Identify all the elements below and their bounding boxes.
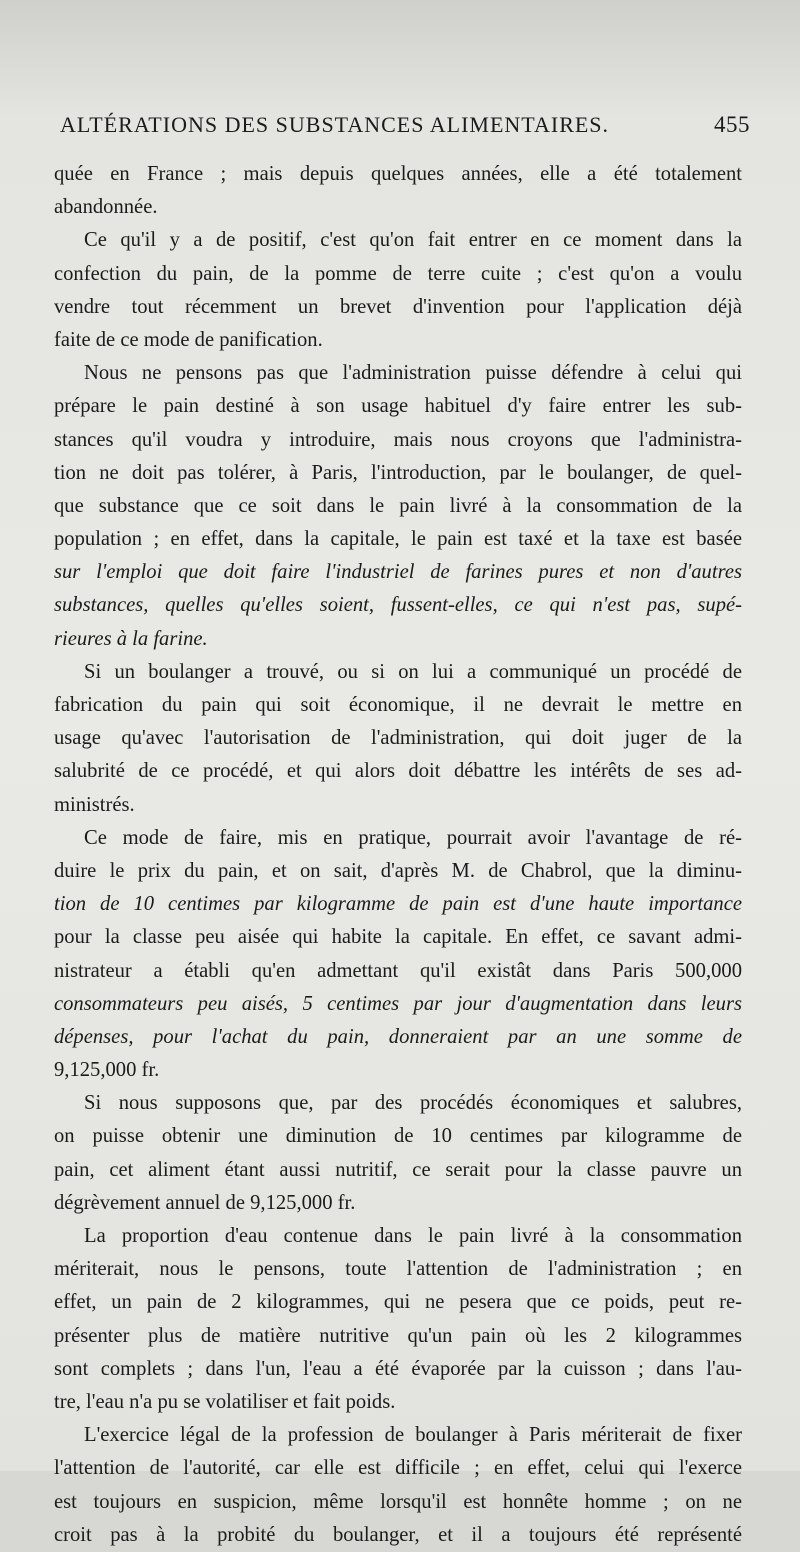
text-line: confection du pain, de la pomme de terre cuite ; c'est qu'on a voulu (54, 262, 742, 285)
text-line: abandonnée. (54, 196, 158, 219)
text-line: Ce mode de faire, mis en pratique, pourrait avoir l'avantage de ré- (84, 826, 742, 849)
text-line: mériterait, nous le pensons, toute l'attention de l'administration ; en (54, 1258, 742, 1281)
text-line: pour la classe peu aisée qui habite la capitale. En effet, ce savant admi- (54, 926, 742, 949)
text-line: sur l'emploi que doit faire l'industriel de farines pures et non d'autres (54, 561, 742, 584)
text-line: Nous ne pensons pas que l'administration puisse défendre à celui qui (84, 362, 742, 385)
text-line: est toujours en suspicion, même lorsqu'il est honnête homme ; on ne (54, 1490, 742, 1513)
text-line: faite de ce mode de panification. (54, 328, 323, 351)
text-line: salubrité de ce procédé, et qui alors doit débattre les intérêts de ses ad- (54, 760, 742, 783)
text-line: on puisse obtenir une diminution de 10 centimes par kilogramme de (54, 1125, 742, 1148)
text-line: effet, un pain de 2 kilogrammes, qui ne pesera que ce poids, peut re- (54, 1291, 742, 1314)
text-line: Si nous supposons que, par des procédés économiques et salubres, (84, 1092, 742, 1115)
text-line: vendre tout récemment un brevet d'invention pour l'application déjà (54, 295, 742, 318)
text-line: stances qu'il voudra y introduire, mais nous croyons que l'administra- (54, 428, 742, 451)
text-line: tion ne doit pas tolérer, à Paris, l'introduction, par le boulanger, de quel- (54, 461, 742, 484)
text-line: croit pas à la probité du boulanger, et il a toujours été représenté (54, 1523, 742, 1546)
text-line: prépare le pain destiné à son usage habituel d'y faire entrer les sub- (54, 395, 742, 418)
text-line: substances, quelles qu'elles soient, fussent-elles, ce qui n'est pas, supé- (54, 594, 742, 617)
text-line: La proportion d'eau contenue dans le pain livré à la consommation (84, 1225, 742, 1247)
text-line: présenter plus de matière nutritive qu'un pain où les 2 kilogrammes (54, 1324, 742, 1347)
text-line: consommateurs peu aisés, 5 centimes par jour d'augmentation dans leurs (54, 992, 742, 1015)
body-text (54, 158, 742, 1552)
text-line: Si un boulanger a trouvé, ou si on lui a communiqué un procédé de (84, 660, 742, 683)
running-title: ALTÉRATIONS DES SUBSTANCES ALIMENTAIRES. (60, 112, 610, 137)
text-line: que substance que ce soit dans le pain livré à la consommation de la (54, 494, 742, 517)
text-line: ministrés. (54, 793, 135, 816)
text-line: dégrèvement annuel de 9,125,000 fr. (54, 1191, 356, 1214)
text-line: nistrateur a établi qu'en admettant qu'il existât dans Paris 500,000 (54, 959, 742, 982)
page-number: 455 (714, 112, 750, 137)
text-line: L'exercice légal de la profession de boulanger à Paris mériterait de fixer (84, 1424, 742, 1447)
text-line: 9,125,000 fr. (54, 1059, 160, 1082)
text-line: rieures à la farine. (54, 627, 208, 650)
text-line: quée en France ; mais depuis quelques années, elle a été totalement (54, 163, 742, 185)
text-line: tre, l'eau n'a pu se volatiliser et fait poids. (54, 1390, 396, 1413)
running-header (60, 112, 750, 138)
text-line: tion de 10 centimes par kilogramme de pain est d'une haute importance (54, 893, 742, 916)
text-line: duire le prix du pain, et on sait, d'après M. de Chabrol, que la diminu- (54, 859, 742, 882)
text-line: population ; en effet, dans la capitale, le pain est taxé et la taxe est basée (54, 528, 742, 551)
text-line: l'attention de l'autorité, car elle est difficile ; en effet, celui qui l'exerce (54, 1457, 742, 1480)
text-line: usage qu'avec l'autorisation de l'administration, qui doit juger de la (54, 727, 742, 750)
text-line: pain, cet aliment étant aussi nutritif, ce serait pour la classe pauvre un (54, 1158, 742, 1181)
text-line: fabrication du pain qui soit économique, il ne devrait le mettre en (54, 694, 742, 716)
text-line: Ce qu'il y a de positif, c'est qu'on fait entrer en ce moment dans la (84, 229, 742, 252)
text-line: sont complets ; dans l'un, l'eau a été évaporée par la cuisson ; dans l'au- (54, 1357, 742, 1380)
text-line: dépenses, pour l'achat du pain, donneraient par an une somme de (54, 1025, 742, 1048)
